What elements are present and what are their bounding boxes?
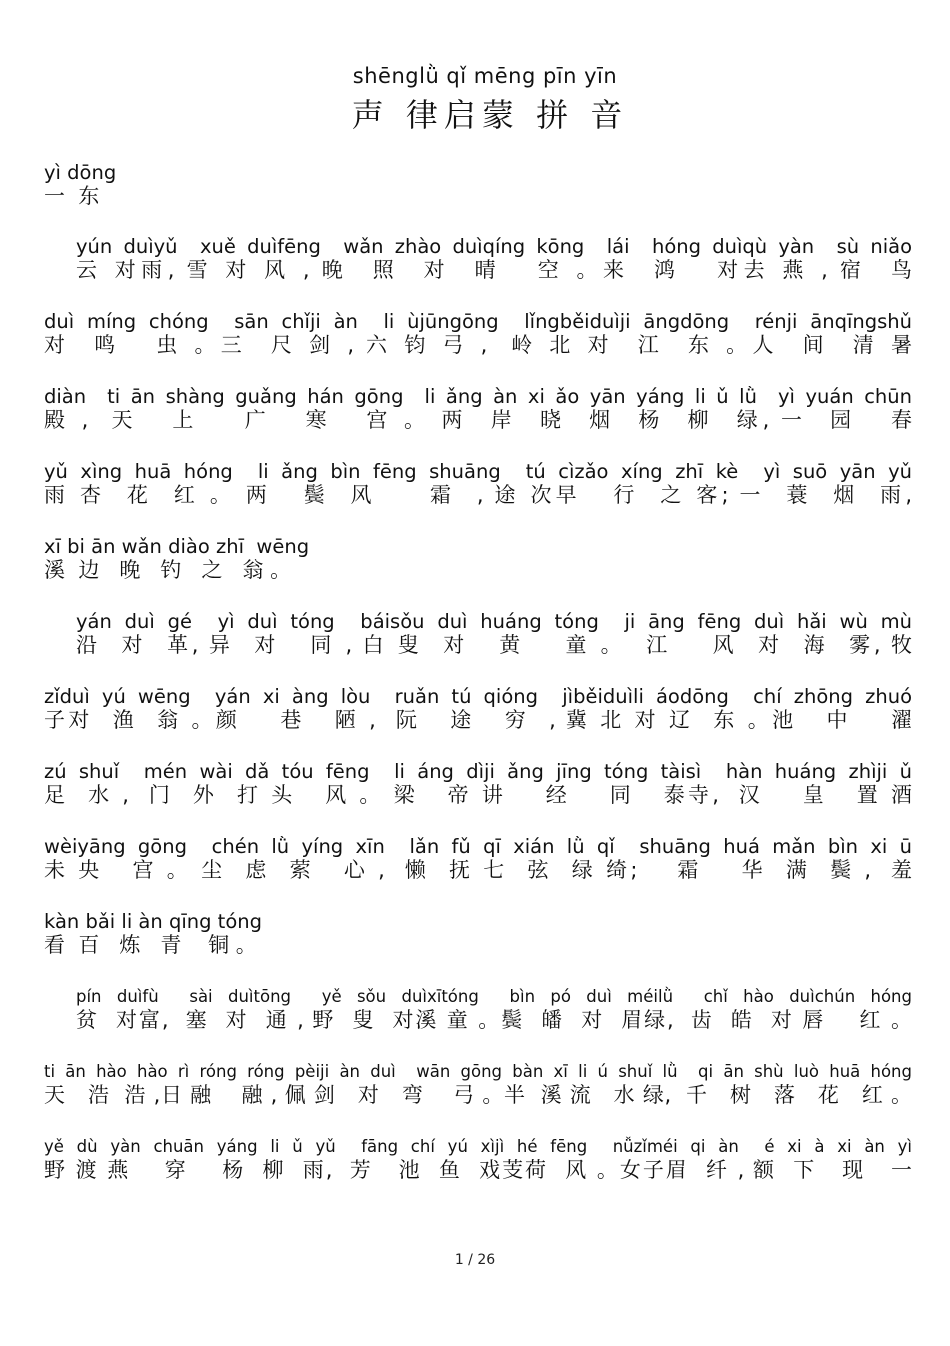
title-pinyin: shēnglǜ qǐ mēng pīn yīn xyxy=(352,64,618,88)
verse-pinyin: kàn bǎi li àn qīng tóng xyxy=(44,911,262,933)
verse-han: 野 渡 燕 穿 杨 柳 雨, 芳 池 鱼 戏芰荷 风 。女子眉 纤 , 额 下 现 一 xyxy=(44,1158,912,1182)
verse-pinyin: yě dù yàn chuān yáng li ǔ yǔ fāng chí yú xìjì hé fēng nǚzǐméi qi àn é xi à xi àn yì xyxy=(44,1137,912,1156)
verse-pinyin: duì míng chóng sān chǐji àn li ùjūngōng lǐngběiduìji āngdōng rénji ānqīngshǔ xyxy=(44,311,912,333)
verse-pinyin: yǔ xìng huā hóng li ǎng bìn fēng shuāng tú cìzǎo xíng zhī kè yì suō yān yǔ xyxy=(44,461,912,483)
verse-han: 对 鸣 虫 。三 尺 剑 , 六 钧 弓 , 岭 北 对 江 东 。人 间 清 暑 xyxy=(44,333,912,357)
section-heading xyxy=(44,162,912,208)
verse-han: 天 浩 浩 ,日 融 融 , 佩 剑 对 弯 弓 。半 溪 流 水 绿, 千 树 落 花 红 。 xyxy=(44,1083,912,1107)
verse-han: 殿 , 天 上 广 寒 宫 。 两 岸 晓 烟 杨 柳 绿, 一 园 春 xyxy=(44,408,912,432)
verse-line xyxy=(44,1136,912,1182)
verse-line xyxy=(44,461,912,507)
verse-han: 看 百 炼 青 铜 。 xyxy=(44,933,257,957)
verse-line xyxy=(44,611,912,657)
verse-pinyin: diàn ti ān shàng guǎng hán gōng li ǎng àn xi ǎo yān yáng li ǔ lǜ yì yuán chūn xyxy=(44,386,912,408)
verse-line xyxy=(44,386,912,432)
verse-line xyxy=(44,536,912,582)
verse-han: 雨 杏 花 红 。 两 鬓 风 霜 , 途 次早 行 之 客; 一 蓑 烟 雨, xyxy=(44,483,912,507)
verse-han: 沿 对 革, 异 对 同 , 白 叟 对 黄 童 。 江 风 对 海 雾, 牧 xyxy=(76,633,912,657)
verse-pinyin: wèiyāng gōng chén lǜ yíng xīn lǎn fǔ qī xián lǜ qǐ shuāng huá mǎn bìn xi ū xyxy=(44,836,912,858)
verse-han: 贫 对富, 塞 对 通 , 野 叟 对溪 童 。鬓 皤 对 眉绿, 齿 皓 对 唇 红 。 xyxy=(76,1008,912,1032)
verse-pinyin: ti ān hào hào rì róng róng pèiji àn duì wān gōng bàn xī li ú shuǐ lǜ qi ān shù luò huā hóng xyxy=(44,1062,912,1081)
verse-han: 云 对雨, 雪 对 风 , 晚 照 对 晴 空 。来 鸿 对去 燕 , 宿 鸟 xyxy=(76,258,912,282)
verse-han: 溪 边 晚 钓 之 翁 。 xyxy=(44,558,292,582)
verse-han: 足 水 , 门 外 打 头 风 。 梁 帝 讲 经 同 泰寺, 汉 皇 置 酒 xyxy=(44,783,912,807)
section-heading-han: 一 东 xyxy=(44,184,100,208)
verse-pinyin: zú shuǐ mén wài dǎ tóu fēng li áng dìji ǎng jīng tóng tàisì hàn huáng zhìji ǔ xyxy=(44,761,912,783)
verse-line xyxy=(44,236,912,282)
verse-line xyxy=(44,836,912,882)
verse-pinyin: yán duì gé yì duì tóng báisǒu duì huáng tóng ji āng fēng duì hǎi wù mù xyxy=(76,611,912,633)
verse-han: 子对 渔 翁 。颜 巷 陋 , 阮 途 穷 , 冀 北 对 辽 东 。池 中 濯 xyxy=(44,708,912,732)
verse-pinyin: yún duìyǔ xuě duìfēng wǎn zhào duìqíng kōng lái hóng duìqù yàn sù niǎo xyxy=(76,236,912,258)
verse-line xyxy=(44,311,912,357)
verse-line xyxy=(44,686,912,732)
verse-pinyin: zǐduì yú wēng yán xi àng lòu ruǎn tú qióng jìběiduìli áodōng chí zhōng zhuó xyxy=(44,686,912,708)
verse-han: 未 央 宫 。 尘 虑 萦 心 , 懒 抚 七 弦 绿 绮; 霜 华 满 鬓 , 羞 xyxy=(44,858,912,882)
page-title: 声 律启蒙 拼 音 xyxy=(351,96,629,134)
verse-pinyin: xī bi ān wǎn diào zhī wēng xyxy=(44,536,310,558)
verse-line xyxy=(44,986,912,1032)
verse-line xyxy=(44,761,912,807)
verse-line xyxy=(44,911,912,957)
verse-pinyin: pín duìfù sài duìtōng yě sǒu duìxītóng bìn pó duì méilǜ chǐ hào duìchún hóng xyxy=(76,987,912,1006)
page-number: 1 / 26 xyxy=(454,1252,496,1268)
verse-line xyxy=(44,1061,912,1107)
section-heading-pinyin: yì dōng xyxy=(44,162,117,184)
